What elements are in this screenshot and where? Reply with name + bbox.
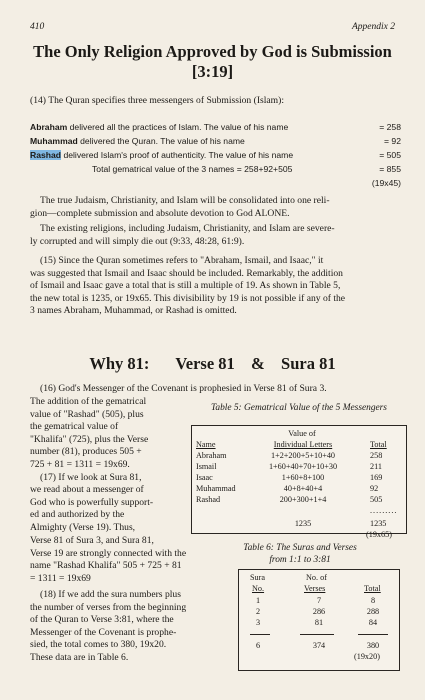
messenger-name-highlighted: Rashad xyxy=(30,150,62,160)
heading-why: Why 81: xyxy=(89,354,150,373)
table5-header-total: Total xyxy=(370,440,387,449)
table5-cell-letters: 1+60+8+100 xyxy=(281,473,325,482)
table6-factor: (19x20) xyxy=(354,652,380,661)
table6-cell-verses: 286 xyxy=(312,607,326,616)
text-line: Almighty (Verse 19). Thus, xyxy=(30,521,136,533)
table5-header-letters: Individual Letters xyxy=(273,440,333,449)
table6-sum-verses: 374 xyxy=(312,641,326,650)
text-line: Verse 19 are strongly connected with the xyxy=(30,547,187,559)
text-line: Messenger of the Covenant is prophe- xyxy=(30,626,177,638)
paragraph-consolidation xyxy=(30,195,401,220)
table5-cell-letters: 1+60+40+70+10+30 xyxy=(268,462,338,471)
text-line: The addition of the gematrical xyxy=(30,396,147,407)
table5-sum-total: 1235 xyxy=(370,519,387,528)
table6-sum-rule xyxy=(358,634,388,635)
table5-cell-total: 92 xyxy=(370,484,379,493)
heading-sura: Sura 81 xyxy=(281,354,336,373)
table6-sum-total: 380 xyxy=(366,641,380,650)
messenger-row xyxy=(30,149,401,161)
messenger-text: delivered Islam's proof of authenticity. The value of his name xyxy=(63,150,294,160)
text-line: was suggested that Ismail and Isaac should be included. Remarkably, the addition xyxy=(30,267,343,279)
table6-cell-sura: 2 xyxy=(256,607,261,616)
paragraph-16-intro xyxy=(30,383,401,396)
table6-header-verses: Verses xyxy=(304,584,326,593)
text-line: ed and authorized by the xyxy=(30,509,125,521)
total-text: Total gematrical value of the 3 names = 258+92+505 xyxy=(92,164,293,174)
text-line: (17) If we look at Sura 81, xyxy=(40,471,142,483)
table6-cell-sura: 1 xyxy=(256,596,261,605)
table6-cell-verses: 81 xyxy=(314,618,324,627)
text-line: sied, the total comes to 380, 19x20. xyxy=(30,639,167,651)
left-column-text xyxy=(30,396,188,535)
heading-verse: Verse 81 xyxy=(175,354,235,373)
section-title-line2: [3:19] xyxy=(191,62,234,81)
messenger-value: = 505 xyxy=(379,150,401,160)
messenger-row xyxy=(30,121,401,133)
table6-cell-total: 8 xyxy=(370,596,376,605)
chapter-title: Appendix 2 xyxy=(351,22,395,32)
messenger-row xyxy=(30,135,401,147)
messenger-name: Muhammad xyxy=(30,136,78,146)
table5-row xyxy=(196,483,401,494)
table5-row xyxy=(196,472,401,483)
table6-cell-total: 84 xyxy=(368,618,378,627)
table6-sum-sura: 6 xyxy=(256,641,261,650)
table5-row xyxy=(196,494,401,505)
messenger-text: delivered all the practices of Islam. The value of his name xyxy=(69,122,289,132)
table5-cell-name: Isaac xyxy=(196,473,213,482)
messenger-text: delivered the Quran. The value of his name xyxy=(80,136,245,146)
table6-row xyxy=(244,606,394,617)
messenger-name: Abraham xyxy=(30,122,68,132)
page-number: 410 xyxy=(30,22,45,32)
text-line: number (81), produces 505 + xyxy=(30,446,142,458)
table6-caption xyxy=(200,542,400,566)
total-factor: (19x45) xyxy=(371,178,401,188)
table5-row xyxy=(196,450,401,461)
table5-sum-row xyxy=(196,518,401,529)
table6-sum-rule xyxy=(300,634,334,635)
paragraph-18 xyxy=(30,589,202,665)
messenger-value: = 258 xyxy=(379,122,401,132)
text-line: value of "Rashad" (505), plus xyxy=(30,408,144,420)
table6-header-sura-top: Sura xyxy=(250,573,266,582)
table5-cell-name: Abraham xyxy=(196,451,227,460)
text-line: These data are in Table 6. xyxy=(30,651,129,663)
text-line: God who is powerfully support- xyxy=(30,496,154,508)
table6-caption-line1: Table 6: The Suras and Verses xyxy=(243,543,357,553)
table6-header-total: Total xyxy=(364,584,381,593)
table5-factor: (19x65) xyxy=(366,530,392,539)
text-line: = 1311 = 19x69 xyxy=(30,572,91,584)
table5-cell-total: 505 xyxy=(370,495,383,504)
text-line: (16) God's Messenger of the Covenant is prophesied in Verse 81 of Sura 3. xyxy=(40,383,327,394)
table5-cell-letters: 1+2+200+5+10+40 xyxy=(270,451,336,460)
text-line: (18) If we add the sura numbers plus xyxy=(40,589,181,600)
text-line: The existing religions, including Judaism, Christianity, and Islam are severe- xyxy=(40,223,335,234)
table6-header-sura: No. xyxy=(252,584,265,593)
table6-cell-verses: 7 xyxy=(316,596,322,605)
text-line: the new total is 1235, or 19x65. This divisibility by 19 is not possible if any of the xyxy=(30,292,346,304)
text-line: of the Quran to Verse 3:81, where the xyxy=(30,614,174,626)
table6-header-verses-top: No. of xyxy=(306,573,327,582)
table5-cell-total: 169 xyxy=(370,473,383,482)
text-line: Verse 81 of Sura 3, and Sura 81, xyxy=(30,535,154,546)
section-title xyxy=(20,42,405,82)
total-value: = 855 xyxy=(379,164,401,174)
text-line: name "Rashad Khalifa" 505 + 725 + 81 xyxy=(30,560,182,572)
table5-cell-name: Ismail xyxy=(196,462,217,471)
paragraph-14: (14) The Quran specifies three messengers of Submission (Islam): xyxy=(30,95,284,106)
table5-caption: Table 5: Gematrical Value of the 5 Messengers xyxy=(211,403,387,413)
left-column-wide-text xyxy=(30,535,220,585)
table6-sum-row xyxy=(244,640,394,651)
table5-cell-name: Muhammad xyxy=(196,484,236,493)
text-line: The true Judaism, Christianity, and Islam will be consolidated into one reli- xyxy=(40,195,330,206)
table5-cell-total: 211 xyxy=(370,462,382,471)
table5-sum: 1235 xyxy=(294,519,312,528)
section-title-line1: The Only Religion Approved by God is Submission xyxy=(33,42,392,61)
text-line: gion—complete submission and absolute devotion to God ALONE. xyxy=(30,207,290,219)
heading-amp: & xyxy=(251,354,265,373)
text-line: (15) Since the Quran sometimes refers to "Abraham, Ismail, and Isaac," it xyxy=(40,255,324,266)
table5-header-name: Name xyxy=(196,440,216,449)
messenger-value: = 92 xyxy=(384,136,401,146)
text-line: "Khalifa" (725), plus the Verse xyxy=(30,433,149,445)
table5: Value of Name Individual Letters Total Abraham 1+2+200+5+10+40 258 Ismail 1+60+40+70+10+30 211 Isaac 1+60+8+100 169 Muhammad 40+8+40+4 92 Rashad 200+300+1+4 505 ......... 1235 1235 (19x65) xyxy=(196,428,401,540)
text-line: the gematrical value of xyxy=(30,421,119,433)
text-line: 3 names Abraham, Muhammad, or Rashad is omitted. xyxy=(30,305,237,317)
text-line: 725 + 81 = 1311 = 19x69. xyxy=(30,458,130,470)
paragraph-corrupted xyxy=(30,223,401,248)
table5-cell-name: Rashad xyxy=(196,495,221,504)
table5-cell-letters: 40+8+40+4 xyxy=(283,484,323,493)
table6-caption-line2: from 1:1 to 3:81 xyxy=(269,555,331,565)
paragraph-15 xyxy=(30,255,401,318)
section-heading-why-81 xyxy=(20,354,405,374)
table6-row xyxy=(244,595,394,606)
table6-cell-sura: 3 xyxy=(256,618,261,627)
table6 xyxy=(244,572,394,662)
text-line: ly corrupted and will simply die out (9:33, 48:28, 61:9). xyxy=(30,235,245,247)
text-line: we read about a messenger of xyxy=(30,484,144,496)
text-line: of Ismail and Isaac gave a total that is still a multiple of 19. As shown in Table 5, xyxy=(30,280,341,292)
table5-cell-letters: 200+300+1+4 xyxy=(279,495,327,504)
table6-cell-total: 288 xyxy=(366,607,380,616)
table5-header-value-top: Value of xyxy=(288,429,316,438)
table6-sum-rule xyxy=(250,634,270,635)
table5-row xyxy=(196,461,401,472)
table6-row xyxy=(244,617,394,628)
text-line: the number of verses from the beginning xyxy=(30,601,187,613)
table5-cell-total: 258 xyxy=(370,451,383,460)
